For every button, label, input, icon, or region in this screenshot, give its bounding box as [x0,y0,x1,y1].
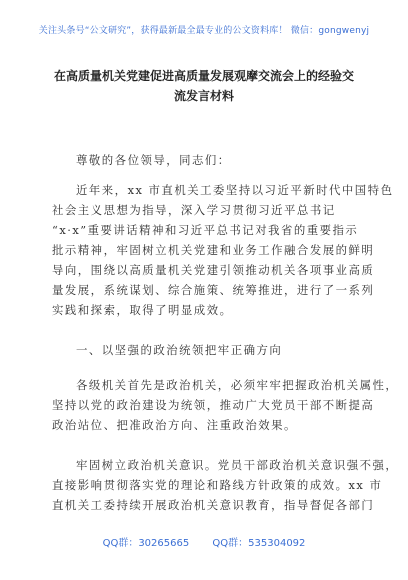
paragraph-1-line: “x·x”重要讲话精神和习近平总书记对我省的重要指示 [52,223,359,237]
footer-qq-group-1: QQ群：30265665 [102,538,190,549]
paragraph-3-line: 牢固树立政治机关意识。党员干部政治机关意识强不强， [76,458,399,472]
footer-contacts [0,534,408,549]
paragraph-1-line: 实践和探索，取得了明显成效。 [52,303,233,317]
paragraph-2-line: 政治站位、把准政治方向、注重政治效果。 [52,418,297,432]
paragraph-1-line: 社会主义思想为指导，深入学习贯彻习近平总书记 [52,203,336,217]
paragraph-3-line: 直接影响贯彻落实党的理论和路线方针政策的成效。xx 市 [52,478,383,492]
section-heading-1: 一、以坚强的政治统领把牢正确方向 [76,343,283,357]
header-note: 关注头条号“公文研究”，获得最新最全最专业的公文资料库！ 微信：gongwenyj [38,26,370,36]
paragraph-1-line: 近年来，xx 市直机关工委坚持以习近平新时代中国特色 [76,183,394,197]
greeting: 尊敬的各位领导，同志们： [76,153,231,167]
paragraph-2-line: 坚持以党的政治建设为统领，推动广大党员干部不断提高 [52,398,375,412]
paragraph-2-line: 各级机关首先是政治机关，必须牢牢把握政治机关属性， [76,378,399,392]
document-title-line-1: 在高质量机关党建促进高质量发展观摩交流会上的经验交 [53,69,354,83]
paragraph-1-line: 批示精神，牢固树立机关党建和业务工作融合发展的鲜明 [52,243,375,257]
paragraph-3-line: 直机关工委持续开展政治机关意识教育，指导督促各部门 [52,498,375,512]
paragraph-1-line: 导向，围绕以高质量机关党建引领推动机关各项事业高质 [52,263,375,277]
document-title-line-2: 流发言材料 [173,89,234,103]
paragraph-1-line: 量发展，系统谋划、综合施策、统筹推进，进行了一系列 [52,283,375,297]
footer-qq-group-2: QQ群：535304092 [212,538,306,549]
